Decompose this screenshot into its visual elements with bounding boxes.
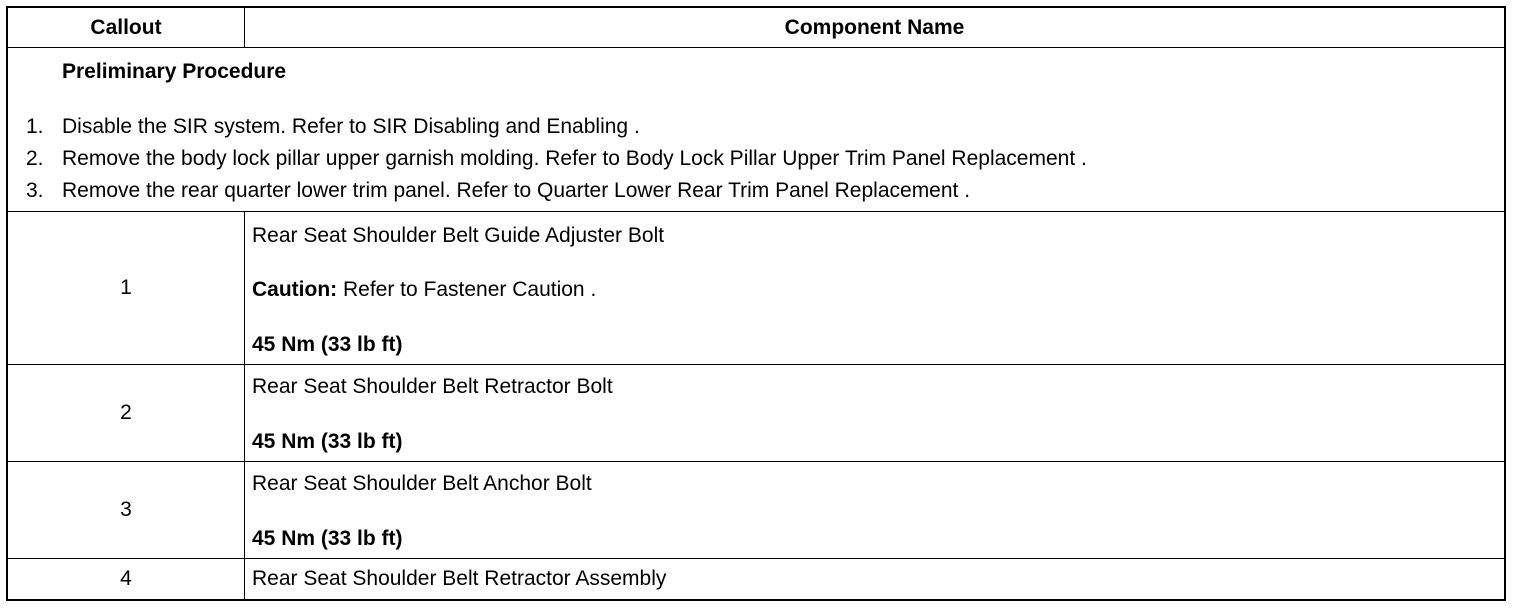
component-name: Rear Seat Shoulder Belt Guide Adjuster Bolt (252, 224, 665, 247)
preliminary-procedure-row (8, 48, 1504, 212)
table-row (8, 462, 1504, 559)
procedure-step (26, 115, 640, 139)
procedure-step (26, 147, 1087, 171)
step-text: Remove the body lock pillar upper garnish molding. Refer to Body Lock Pillar Upper Trim Panel Replacement . (62, 147, 1087, 170)
procedure-step (26, 179, 970, 203)
fastener-table (6, 6, 1506, 601)
caution-text: Refer to Fastener Caution . (337, 278, 597, 301)
component-cell (245, 462, 1504, 558)
step-text: Disable the SIR system. Refer to SIR Disabling and Enabling . (62, 115, 640, 138)
step-text: Remove the rear quarter lower trim panel. Refer to Quarter Lower Rear Trim Panel Replacement . (62, 179, 971, 202)
callout-cell: 4 (8, 559, 245, 599)
torque-spec: 45 Nm (33 lb ft) (252, 430, 403, 453)
table-row (8, 365, 1504, 462)
preliminary-title: Preliminary Procedure (62, 60, 287, 83)
caution-line (252, 278, 596, 302)
step-number: 3. (26, 179, 44, 202)
step-number: 1. (26, 115, 44, 138)
table-row (8, 559, 1504, 599)
torque-spec: 45 Nm (33 lb ft) (252, 333, 403, 356)
caution-label: Caution: (252, 278, 338, 301)
component-name: Rear Seat Shoulder Belt Anchor Bolt (252, 472, 592, 495)
header-component-name: Component Name (784, 15, 965, 39)
header-callout: Callout (8, 8, 245, 47)
component-cell (245, 365, 1504, 461)
component-name: Rear Seat Shoulder Belt Retractor Assembly (252, 567, 667, 590)
component-name: Rear Seat Shoulder Belt Retractor Bolt (252, 375, 613, 398)
step-number: 2. (26, 147, 44, 170)
component-cell (245, 559, 1504, 599)
component-cell (245, 212, 1504, 364)
torque-spec: 45 Nm (33 lb ft) (252, 527, 403, 550)
callout-cell: 1 (8, 212, 245, 364)
table-row (8, 212, 1504, 365)
callout-cell: 3 (8, 462, 245, 558)
table-header-row (8, 8, 1504, 48)
callout-cell: 2 (8, 365, 245, 461)
